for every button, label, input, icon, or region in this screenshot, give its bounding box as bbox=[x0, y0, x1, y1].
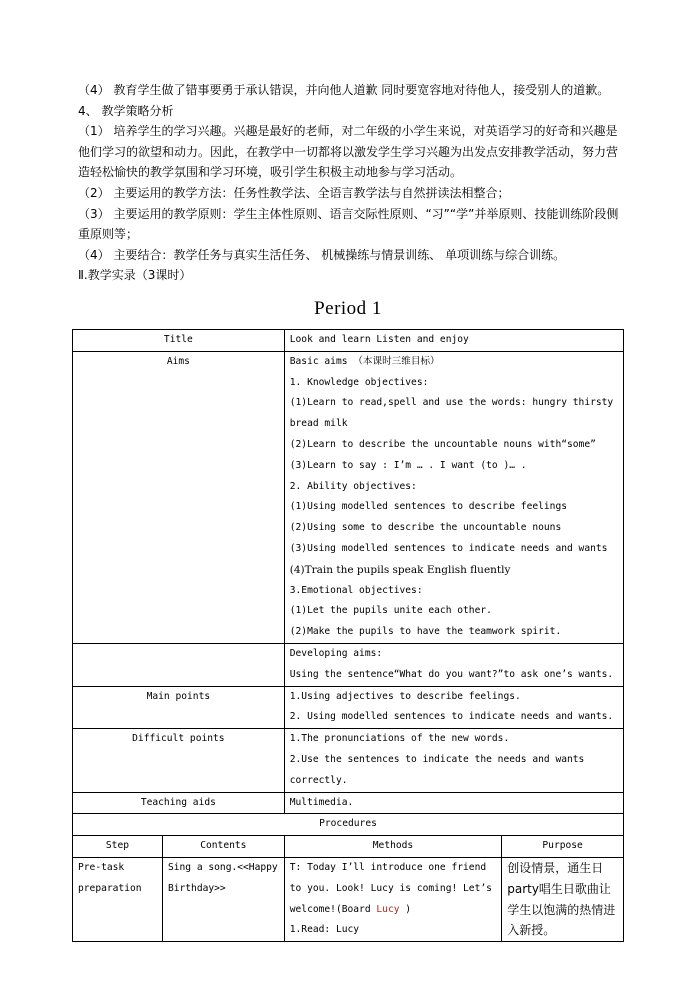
intro-p1: （4） 教育学生做了错事要勇于承认错误，并向他人道歉 同时要宽容地对待他人，接受别人的道歉。 bbox=[78, 83, 610, 97]
intro-p5: （3） 主要运用的教学原则：学生主体性原则、语言交际性原则、“习”“学”并举原则、技能训练阶段侧重原则等； bbox=[78, 206, 619, 242]
ability-objectives: 2. Ability objectives: bbox=[289, 480, 417, 492]
title-label: Title bbox=[73, 330, 285, 352]
methods-read: 1.Read: Lucy bbox=[289, 924, 360, 936]
aims-content bbox=[284, 351, 623, 643]
methods-text bbox=[290, 858, 496, 920]
header-purpose: Purpose bbox=[502, 836, 624, 858]
aims-label-text: Aims bbox=[166, 355, 190, 367]
knowledge-objective-1: (1)Learn to read,spell and use the words: hungry thirsty bread milk bbox=[289, 397, 614, 430]
methods-cell bbox=[284, 857, 501, 941]
row-procedure-headers bbox=[73, 836, 624, 858]
intro-p3: （1） 培养学生的学习兴趣。兴趣是最好的老师，对二年级的小学生来说，对英语学习的好奇和兴趣是他们学习的欲望和动力。因此，在教学中一切都将以激发学生学习兴趣为出发点安排教学活动，努力营造轻松愉快的教学氛围和学习环境，吸引学生积极主动地参与学习活动。 bbox=[78, 124, 619, 180]
knowledge-objectives: 1. Knowledge objectives: bbox=[289, 376, 429, 388]
row-difficult-points bbox=[73, 729, 624, 792]
main-point-1: 1.Using adjectives to describe feelings. bbox=[289, 690, 521, 702]
emotional-objectives: 3.Emotional objectives: bbox=[289, 584, 423, 596]
header-methods: Methods bbox=[284, 836, 501, 858]
methods-board-word: Lucy bbox=[376, 903, 400, 915]
knowledge-objective-3: (3)Learn to say : I’m … . I want (to )… . bbox=[289, 459, 527, 471]
step-cell: Pre-task preparation bbox=[73, 857, 163, 941]
row-procedures bbox=[73, 814, 624, 836]
main-points-label: Main points bbox=[73, 686, 285, 729]
teaching-aids-value: Multimedia. bbox=[284, 792, 623, 814]
developing-aim-1: Using the sentence“What do you want?”to ask one’s wants. bbox=[289, 668, 614, 680]
purpose-cell: 创设情景，通生日party唱生日歌曲让学生以饱满的热情进入新授。 bbox=[502, 857, 624, 941]
difficult-point-1: 1.The pronunciations of the new words. bbox=[289, 733, 510, 745]
ability-objective-2: (2)Using some to describe the uncountable nouns bbox=[289, 522, 562, 534]
intro-p4: （2） 主要运用的教学方法：任务性教学法、全语言教学法与自然拼读法相整合； bbox=[78, 185, 510, 200]
difficult-points-content bbox=[284, 729, 623, 792]
row-developing-aims bbox=[73, 643, 624, 686]
ability-objective-1: (1)Using modelled sentences to describe feelings bbox=[289, 501, 567, 513]
developing-aims-blank bbox=[73, 643, 285, 686]
teaching-aids-label: Teaching aids bbox=[73, 792, 285, 814]
intro-p2: 4、 教学策略分析 bbox=[78, 103, 174, 118]
developing-aims-content bbox=[284, 643, 623, 686]
ability-objective-4: (4)Train the pupils speak English fluently bbox=[289, 563, 511, 576]
emotional-objective-1: (1)Let the pupils unite each other. bbox=[289, 605, 492, 617]
contents-cell: Sing a song.<<Happy Birthday>> bbox=[162, 857, 284, 941]
aims-label bbox=[73, 351, 285, 643]
intro-p7: Ⅱ.教学实录（3课时） bbox=[78, 268, 192, 283]
row-aims bbox=[73, 351, 624, 643]
period-title: Period 1 bbox=[314, 298, 382, 319]
row-teaching-aids bbox=[73, 792, 624, 814]
intro-p6: （4） 主要结合：教学任务与真实生活任务、 机械操练与情景训练、 单项训练与综合训练。 bbox=[78, 247, 566, 262]
row-procedure-1 bbox=[73, 857, 624, 941]
intro-text bbox=[78, 80, 622, 286]
emotional-objective-2: (2)Make the pupils to have the teamwork spirit. bbox=[289, 626, 562, 638]
main-points-content bbox=[284, 686, 623, 729]
row-main-points bbox=[73, 686, 624, 729]
header-contents: Contents bbox=[162, 836, 284, 858]
difficult-points-label: Difficult points bbox=[73, 729, 285, 792]
lesson-plan-table bbox=[72, 329, 624, 942]
knowledge-objective-2: (2)Learn to describe the uncountable nouns with“some” bbox=[289, 438, 596, 450]
main-point-2: 2. Using modelled sentences to indicate needs and wants. bbox=[289, 711, 614, 723]
row-title bbox=[73, 330, 624, 352]
procedures-heading: Procedures bbox=[73, 814, 624, 836]
ability-objective-3: (3)Using modelled sentences to indicate needs and wants bbox=[289, 542, 608, 554]
developing-aims: Developing aims: bbox=[289, 647, 383, 659]
difficult-point-2: 2.Use the sentences to indicate the needs and wants correctly. bbox=[289, 753, 585, 786]
header-step: Step bbox=[73, 836, 163, 858]
methods-line-a: T: Today I’ll introduce one friend to you. Look! Lucy is coming! Let’s welcome!(Board bbox=[289, 861, 492, 915]
basic-aims: Basic aims （本课时三维目标） bbox=[289, 355, 440, 367]
methods-line-b: ) bbox=[399, 903, 412, 915]
title-value: Look and learn Listen and enjoy bbox=[284, 330, 623, 352]
